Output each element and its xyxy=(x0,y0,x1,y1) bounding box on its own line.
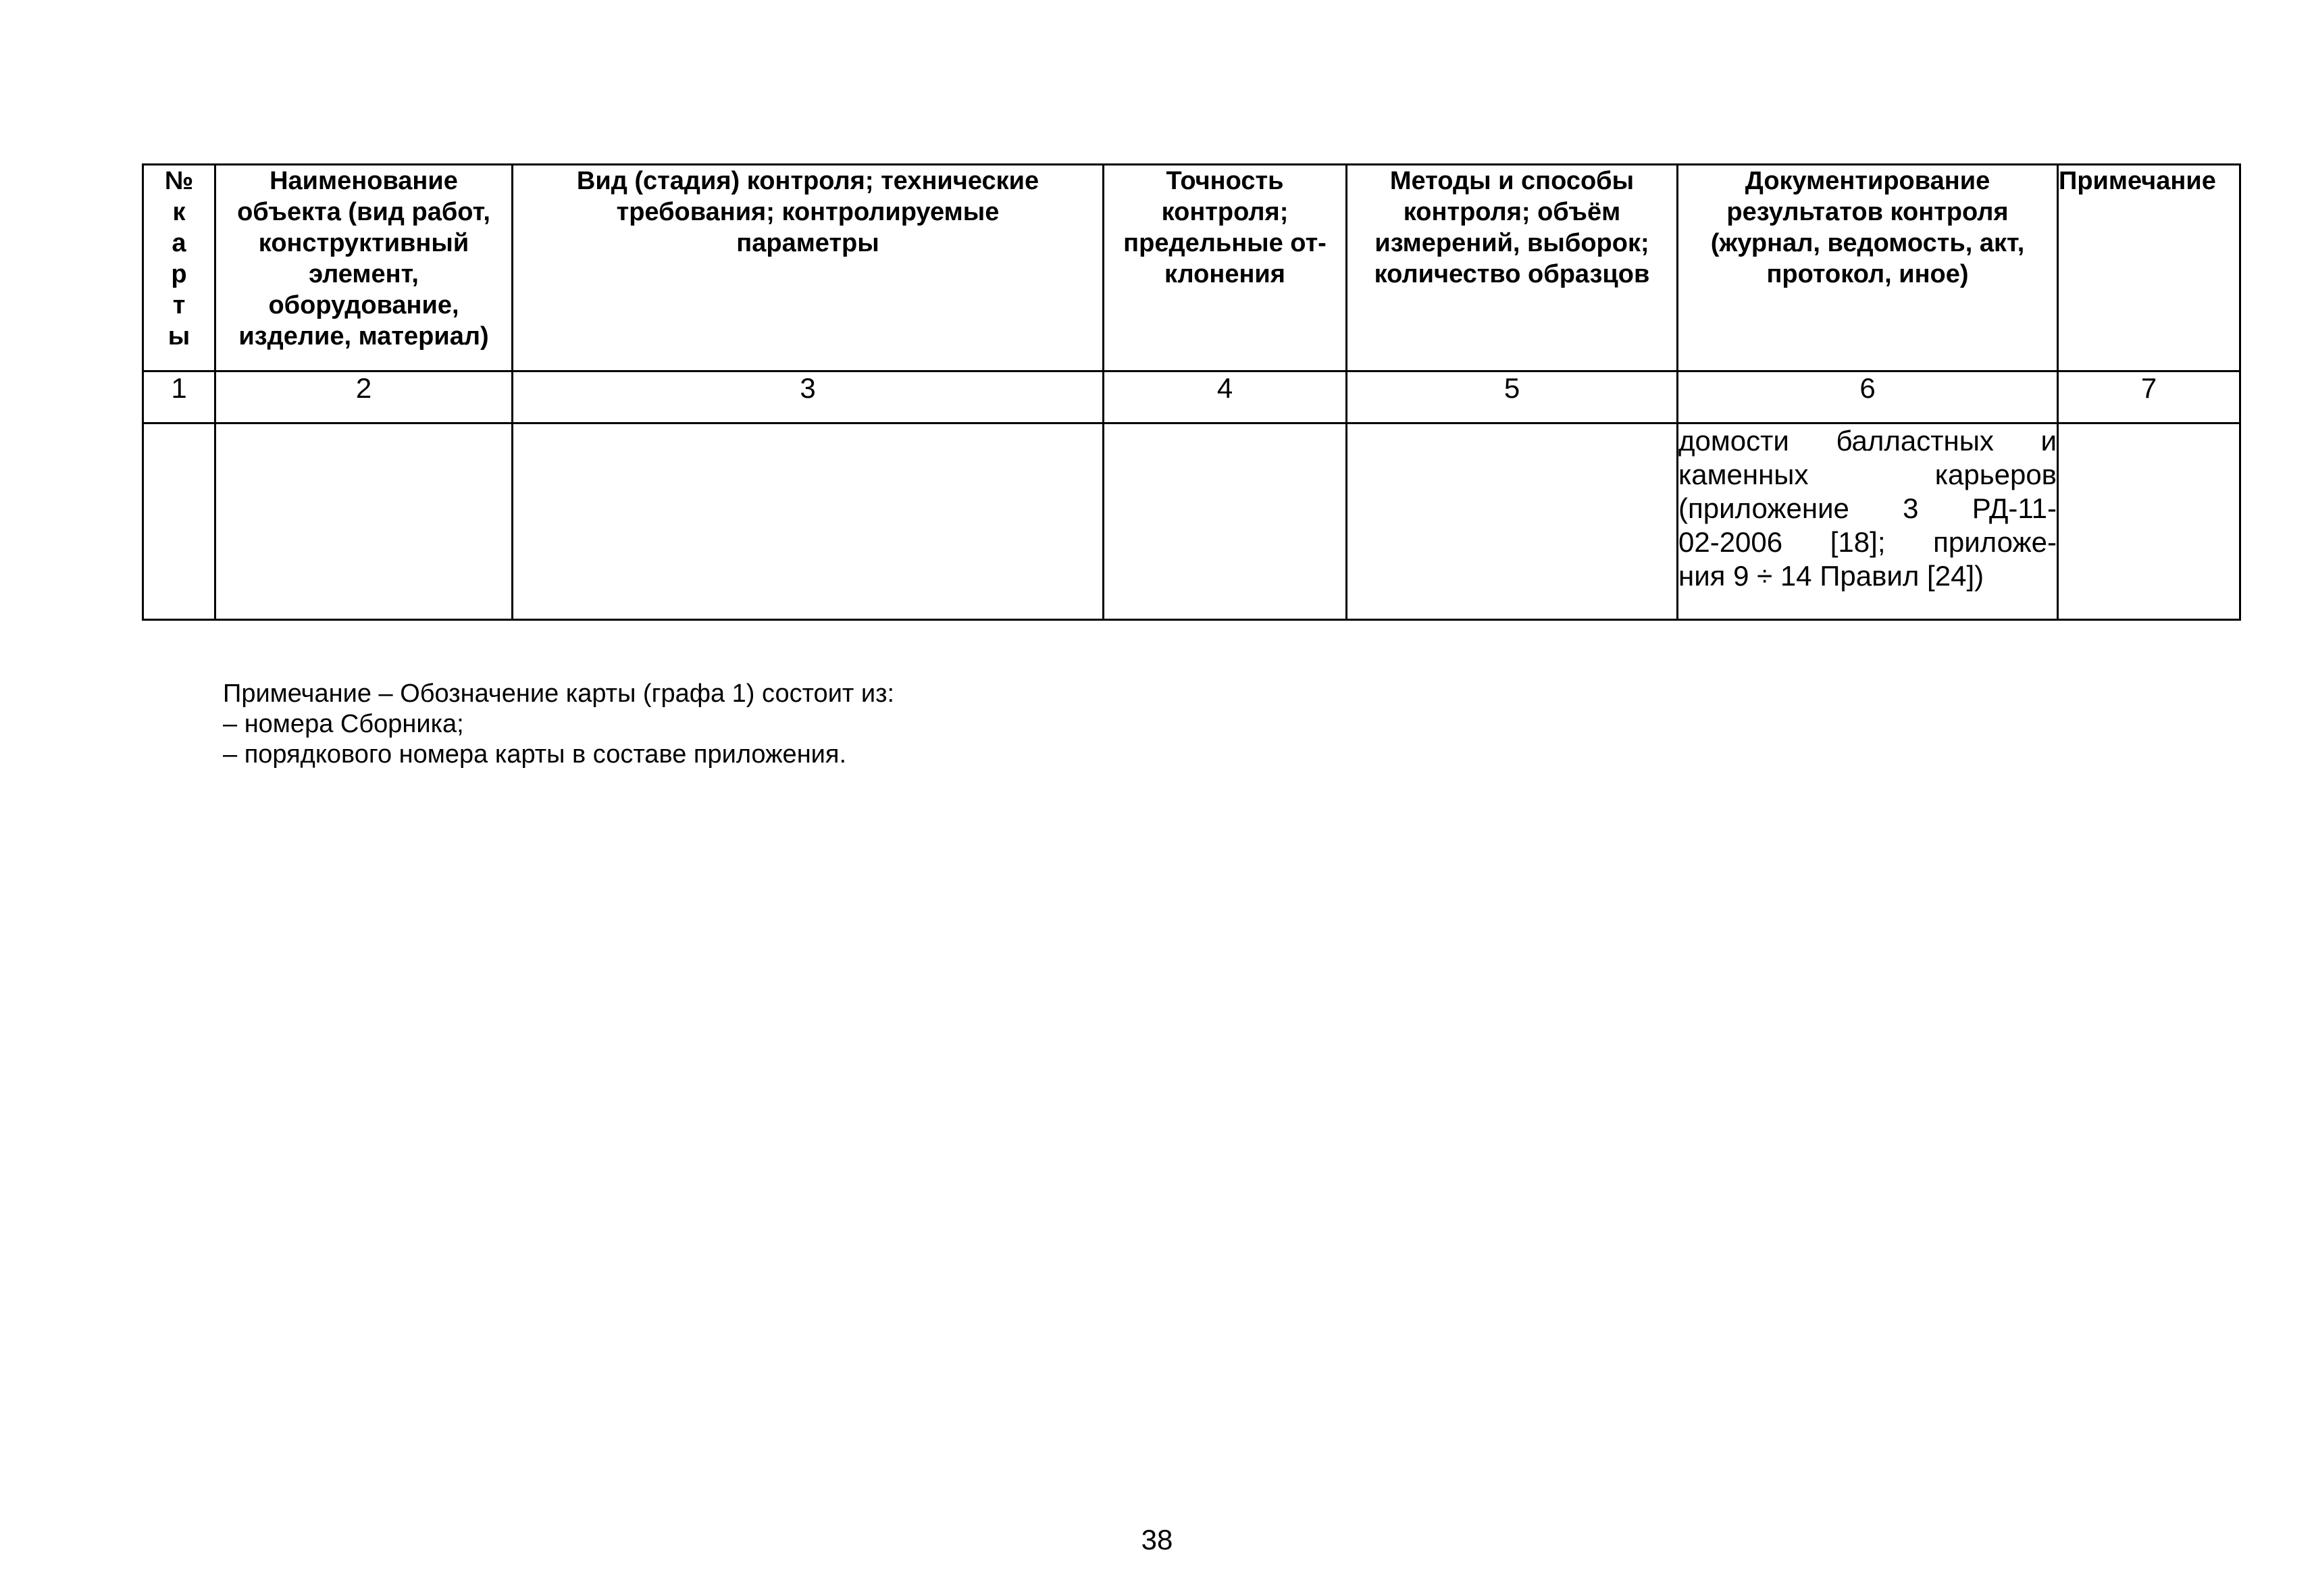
column-number: 2 xyxy=(215,371,513,423)
column-number: 3 xyxy=(513,371,1104,423)
cell-card-number xyxy=(143,423,215,620)
page-number: 38 xyxy=(1141,1524,1173,1555)
column-numbers-row xyxy=(143,371,2240,423)
header-card-number-line: № xyxy=(164,167,194,195)
documentation-line: каменных карьеров xyxy=(1678,459,2057,490)
note-item: – номера Сборника; xyxy=(223,710,464,738)
header-card-number-line: а xyxy=(172,229,186,257)
column-number: 5 xyxy=(1347,371,1678,423)
header-control-type: Вид (стадия) контроля; технические требования; контролируемые параметры xyxy=(513,165,1104,371)
documentation-line: ния 9 ÷ 14 Правил [24]) xyxy=(1678,560,1984,592)
header-card-number-line: т xyxy=(172,291,186,319)
header-remark: Примечание xyxy=(2058,165,2240,371)
cell-control-type xyxy=(513,423,1104,620)
note-title: Примечание – Обозначение карты (графа 1) состоит из: xyxy=(223,679,895,708)
documentation-line: домости балластных и xyxy=(1678,425,2057,457)
table-row xyxy=(143,423,2240,620)
column-number: 4 xyxy=(1104,371,1347,423)
cell-object-name xyxy=(215,423,513,620)
column-number: 6 xyxy=(1678,371,2058,423)
cell-methods xyxy=(1347,423,1678,620)
note-item: – порядкового номера карты в составе приложения. xyxy=(223,740,847,769)
header-row xyxy=(143,165,2240,371)
cell-accuracy xyxy=(1104,423,1347,620)
column-number: 1 xyxy=(143,371,215,423)
header-accuracy: Точность контроля; предельные от-клонения xyxy=(1104,165,1347,371)
cell-remark xyxy=(2058,423,2240,620)
column-number: 7 xyxy=(2058,371,2240,423)
documentation-line: (приложение 3 РД-11- xyxy=(1678,492,2057,524)
cell-documentation xyxy=(1678,423,2058,620)
header-card-number-line: р xyxy=(171,260,187,288)
header-card-number-line: к xyxy=(172,198,186,226)
header-methods: Методы и способы контроля; объём измерений, выборок; количество образцов xyxy=(1347,165,1678,371)
control-map-table xyxy=(142,163,2241,621)
header-card-number xyxy=(143,165,215,371)
header-card-number-line: ы xyxy=(168,322,190,351)
header-documentation: Документирование результатов контроля (журнал, ведомость, акт, протокол, иное) xyxy=(1678,165,2058,371)
documentation-line: 02-2006 [18]; приложе- xyxy=(1678,526,2057,558)
table-note xyxy=(223,679,894,770)
header-object-name: Наименование объекта (вид работ, конструктивный элемент, оборудование, изделие, материал) xyxy=(215,165,513,371)
